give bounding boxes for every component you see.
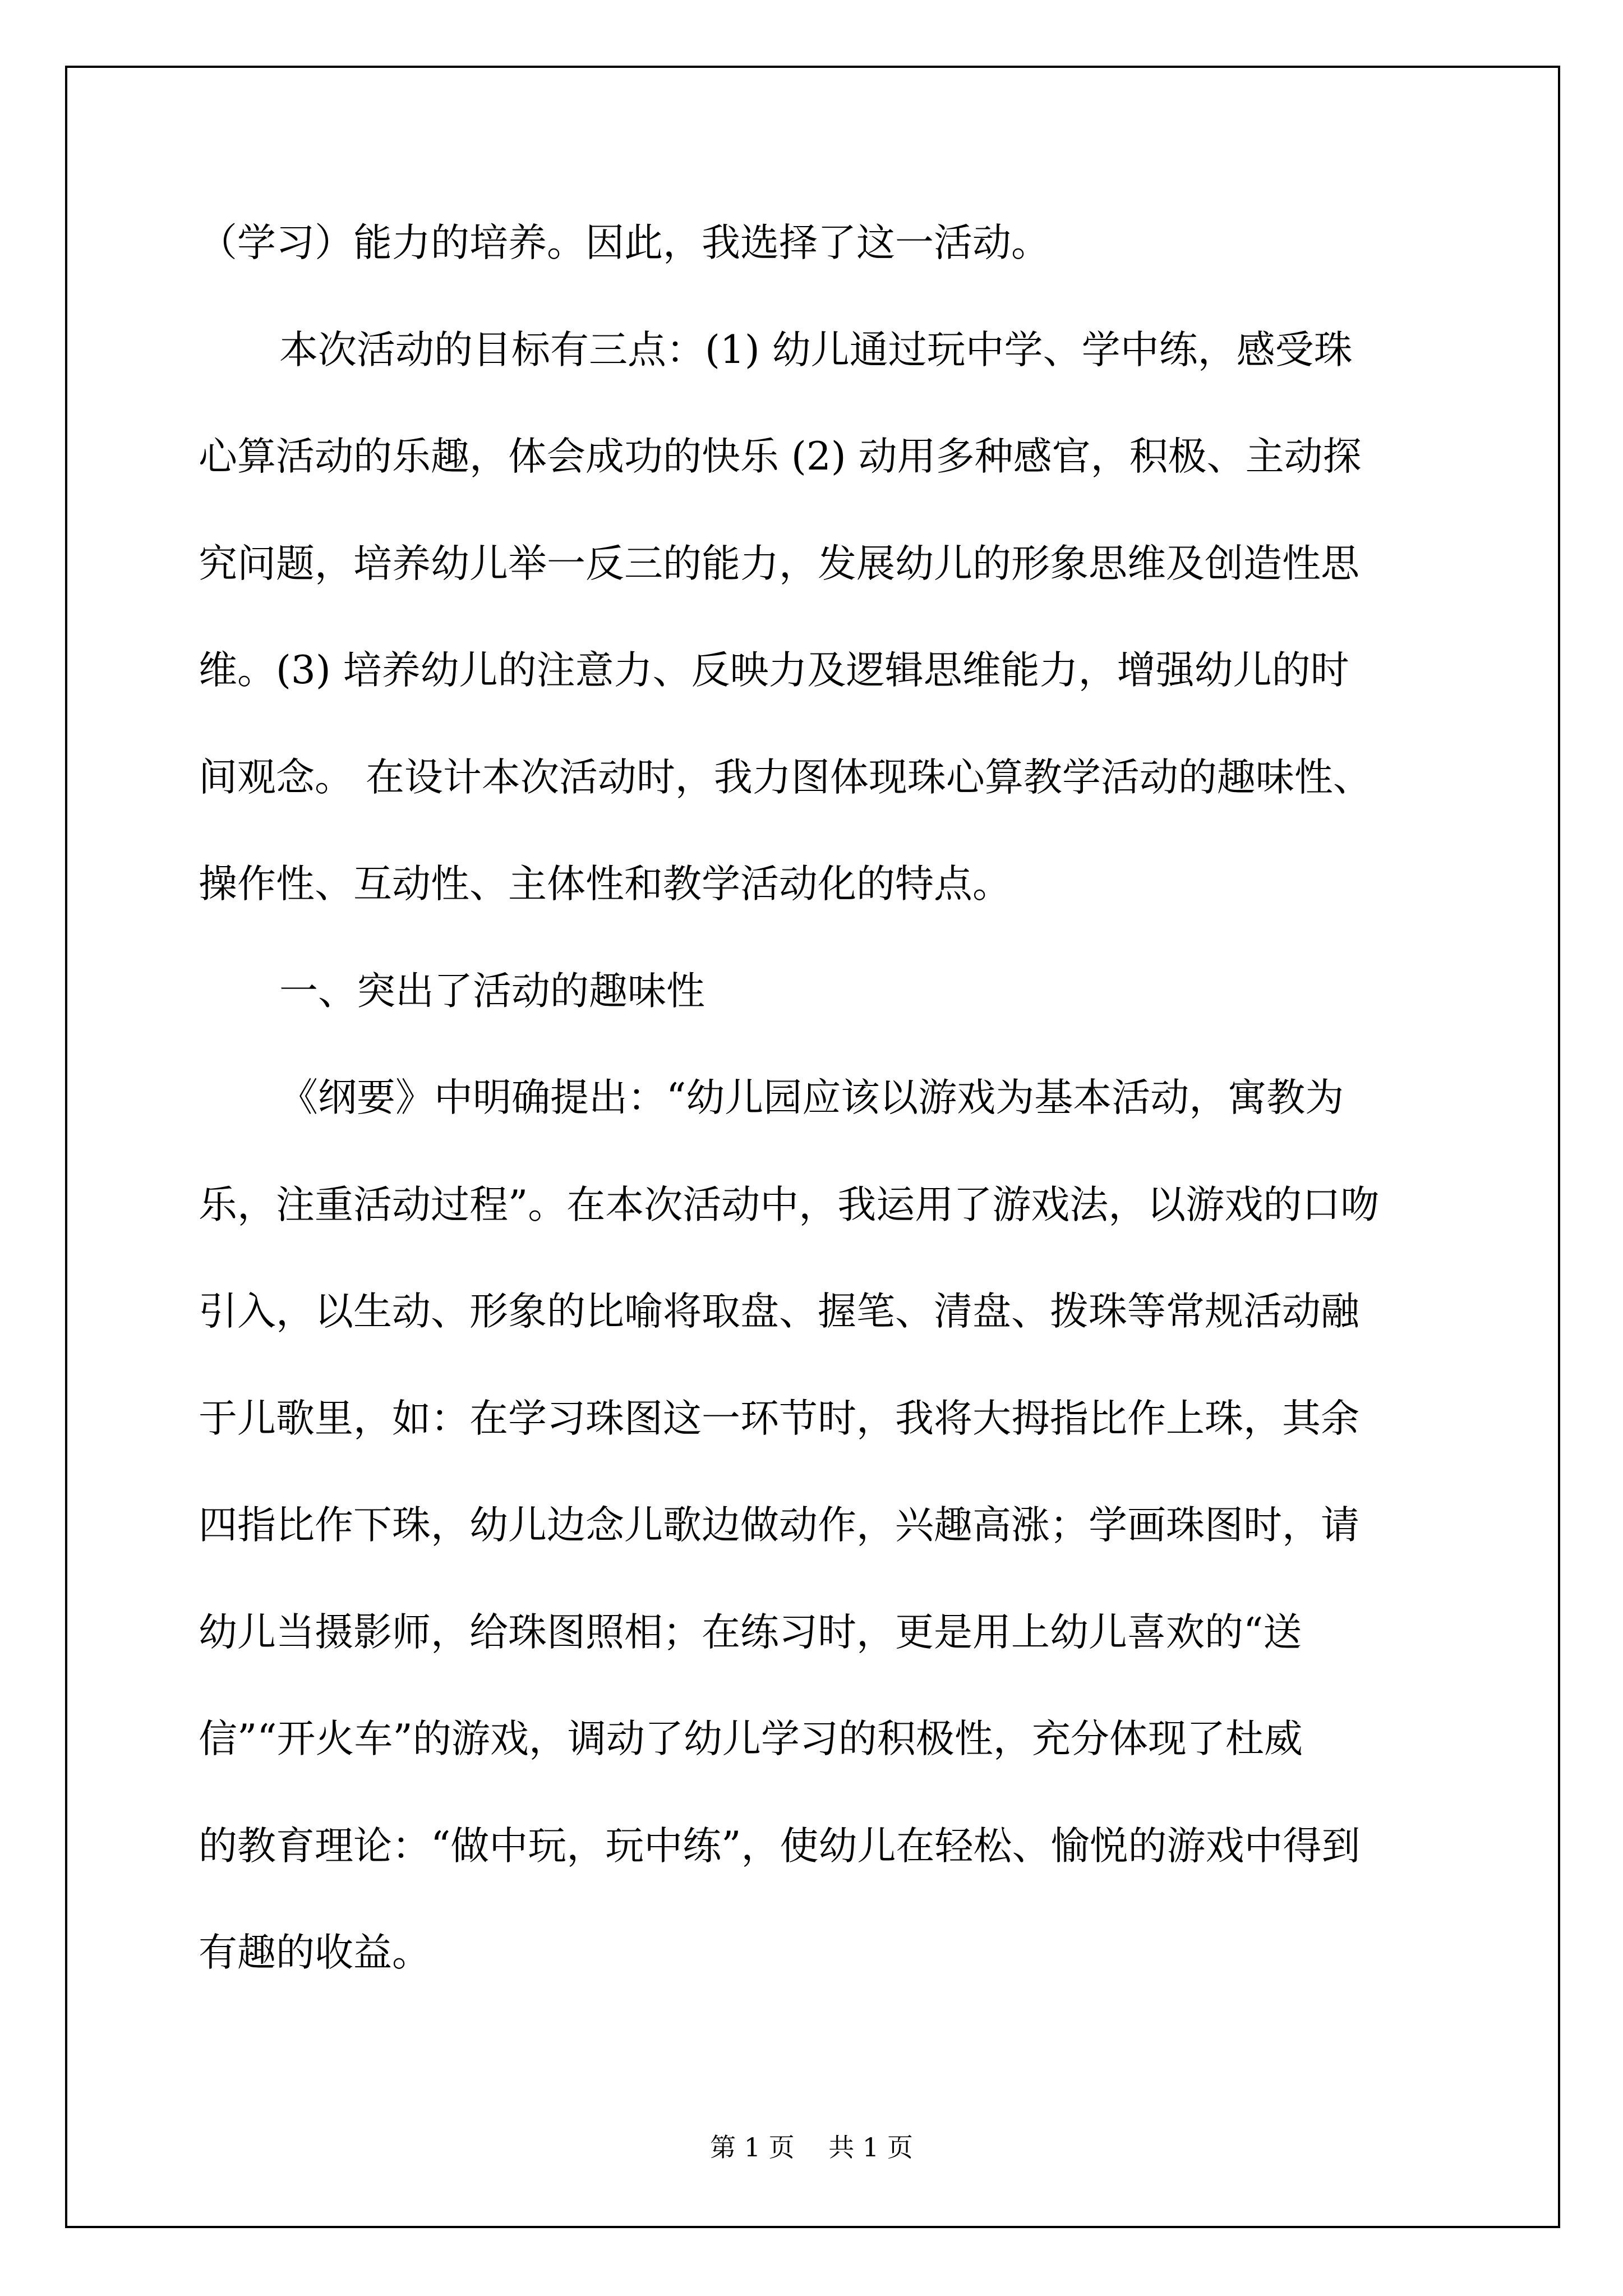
page-number-footer: 第 1 页 共 1 页 bbox=[710, 2132, 913, 2162]
paragraph-line: 本次活动的目标有三点：(1) 幼儿通过玩中学、学中练，感受珠 bbox=[279, 327, 1353, 372]
paragraph-line: 乐，注重活动过程”。在本次活动中，我运用了游戏法，以游戏的口吻 bbox=[199, 1182, 1380, 1227]
paragraph-line: 引入，以生动、形象的比喻将取盘、握笔、清盘、拨珠等常规活动融 bbox=[199, 1289, 1359, 1334]
paragraph-line: 信”“开火车”的游戏，调动了幼儿学习的积极性，充分体现了杜威 bbox=[199, 1717, 1303, 1761]
paragraph-line: （学习）能力的培养。因此，我选择了这一活动。 bbox=[199, 220, 1050, 265]
paragraph-line: 间观念。 在设计本次活动时，我力图体现珠心算教学活动的趣味性、 bbox=[199, 754, 1372, 800]
paragraph-line: 维。(3) 培养幼儿的注意力、反映力及逻辑思维能力，增强幼儿的时 bbox=[199, 648, 1349, 693]
paragraph-line: 有趣的收益。 bbox=[199, 1930, 431, 1975]
section-heading: 一、突出了活动的趣味性 bbox=[279, 968, 705, 1014]
paragraph-line: 于儿歌里，如：在学习珠图这一环节时，我将大拇指比作上珠，其余 bbox=[199, 1396, 1359, 1441]
document-body bbox=[199, 190, 1488, 2007]
paragraph-line: 究问题，培养幼儿举一反三的能力，发展幼儿的形象思维及创造性思 bbox=[199, 541, 1359, 586]
paragraph-line: 操作性、互动性、主体性和教学活动化的特点。 bbox=[199, 862, 1011, 907]
paragraph-line: 四指比作下珠，幼儿边念儿歌边做动作，兴趣高涨；学画珠图时，请 bbox=[199, 1503, 1359, 1548]
paragraph-line: 心算活动的乐趣，体会成功的快乐 (2) 动用多种感官，积极、主动探 bbox=[199, 434, 1362, 479]
paragraph-line: 的教育理论：“做中玩，玩中练”，使幼儿在轻松、愉悦的游戏中得到 bbox=[199, 1823, 1361, 1869]
paragraph-line: 《纲要》中明确提出：“幼儿园应该以游戏为基本活动，寓教为 bbox=[279, 1075, 1344, 1120]
paragraph-line: 幼儿当摄影师，给珠图照相；在练习时，更是用上幼儿喜欢的“送 bbox=[199, 1609, 1302, 1655]
